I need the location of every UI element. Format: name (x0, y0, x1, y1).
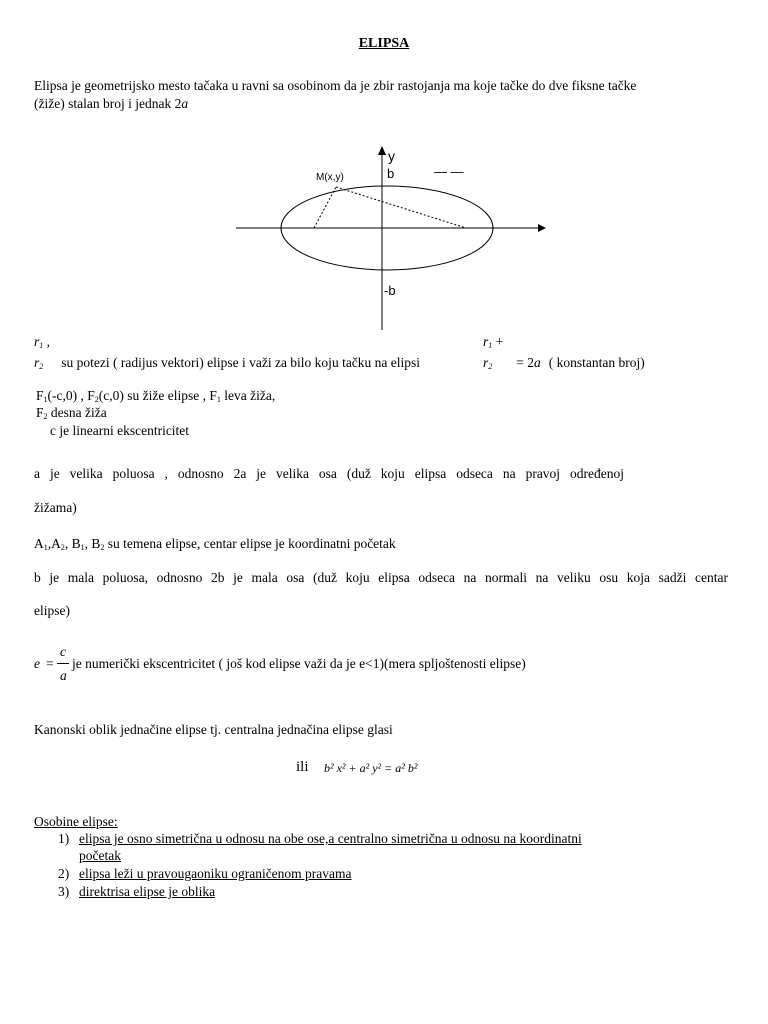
neg-b-label: -b (384, 283, 396, 298)
eccentricity-text: je numerički ekscentricitet ( još kod elipse važi da je e<1)(mera spljoštenosti elipse) (72, 656, 526, 671)
definition-line-2: (žiže) stalan broj i jednak 2a (34, 96, 189, 111)
property-3-number: 3) (58, 884, 70, 899)
y-axis-label: y (388, 148, 395, 164)
radius-vector-r1 (314, 187, 336, 228)
r1-plus: $r_1$ + (483, 334, 504, 350)
foci-line: $F_1(-c,0)$ , $F_2(c,0)$ su žiže elipse , $F_1$ leva žiža, (36, 388, 276, 404)
e-symbol: e (34, 656, 40, 671)
equals-sign: = (46, 656, 54, 671)
minor-axis-line-1: b je mala poluosa, odnosno 2b je mala osa (duž koju elipsa odseca na normali na veliku osu koja sadži centar (34, 570, 728, 585)
fraction-denominator: a (60, 668, 67, 683)
y-axis-arrow-icon (378, 146, 386, 155)
dash-marks: — — (434, 164, 464, 179)
r2-line: $r_2$ su potezi ( radijus vektori) elipse i važi za bilo koju tačku na elipsi (34, 355, 421, 371)
fraction-numerator: c (60, 644, 66, 659)
major-axis-line-1: a je velika poluosa , odnosno 2a je velika osa (duž koju elipsa odseca na pravoj određenoj (34, 466, 624, 481)
ellipse-diagram (230, 142, 560, 334)
canonical-text: Kanonski oblik jednačine elipse tj. centralna jednačina elipse glasi (34, 722, 393, 737)
b-label: b (387, 166, 395, 181)
canonical-formula: b² x² + a² y² = a² b² (324, 761, 418, 775)
property-1-line-2: početak (79, 848, 121, 863)
ili-word: ili (296, 759, 309, 775)
property-2-line-1: elipsa leži u pravougaoniku ograničenom pravama (79, 866, 352, 881)
minor-axis-line-2: elipse) (34, 603, 70, 618)
property-2-number: 2) (58, 866, 70, 881)
property-1-line-1: elipsa je osno simetrična u odnosu na obe ose,a centralno simetrična u odnosu na koordinatni (79, 831, 582, 846)
linear-eccentricity: c je linearni ekscentricitet (50, 423, 190, 438)
vertices-line: $A_1,A_2$, $B_1$, $B_2$ su temena elipse, centar elipse je koordinatni početak (34, 536, 396, 552)
right-focus-line: $F_2$ desna žiža (36, 405, 107, 421)
property-3-line-1: direktrisa elipse je oblika (79, 884, 216, 899)
x-axis-arrow-icon (538, 224, 546, 232)
page-title: ELIPSA (358, 36, 410, 51)
major-axis-line-2: žižama) (34, 500, 77, 515)
r1-label: $r_1$ , (34, 334, 51, 350)
property-1-number: 1) (58, 831, 70, 846)
definition-line-1: Elipsa je geometrijsko mesto tačaka u ravni sa osobinom da je zbir rastojanja ma koje tačke do dve fiksne tačke (34, 78, 637, 93)
r2-equals: $r_2 = 2a$ ( konstantan broj) (483, 355, 645, 371)
properties-heading: Osobine elipse: (34, 814, 118, 829)
point-m-label: M(x,y) (316, 172, 344, 183)
fraction-bar (57, 663, 69, 664)
